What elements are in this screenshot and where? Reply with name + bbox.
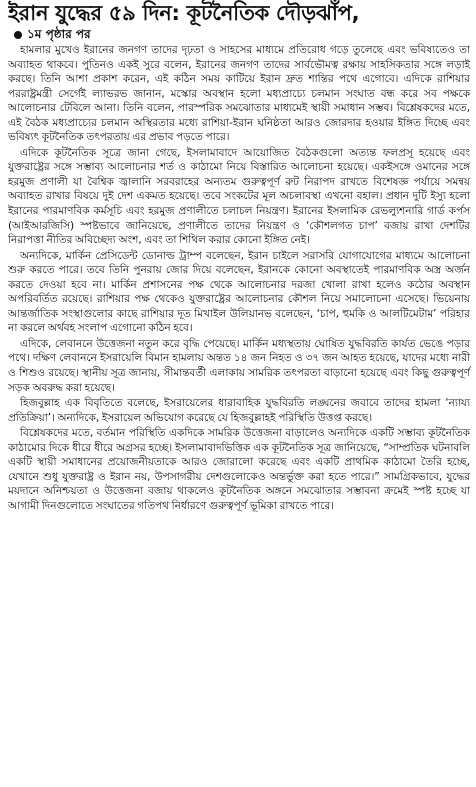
- bullet-icon: [14, 31, 22, 39]
- continued-text: ১ম পৃষ্ঠার পর: [27, 27, 91, 41]
- article-paragraph: হামলার মুখেও ইরানের জনগণ তাদের দৃঢ়তা ও সাহসের মাধ্যমে প্রতিরোধ গড়ে তুলেছে এবং ভবিষ্যতেও তা অব্যাহত থাকবে। পুতিনও একই সুরে বলেন, ইরানের জনগণ তাদের সার্বভৌমত্ব রক্ষায় সাহসিকতার সঙ্গে লড়াই করছে। তিনি আশা প্রকাশ করেন, এই কঠিন সময় কাটিয়ে ইরান দ্রুত শান্তির পথে এগোবে। এদিকে রাশিয়ার পররাষ্ট্রমন্ত্রী সের্গেই ল্যাভরভ জানান, মস্কোর অবস্থান হলো মধ্যপ্রাচ্যে চলমান সংঘাত বন্ধ করে সব পক্ষকে আলোচনার টেবিলে আনা। তিনি বলেন, পারস্পরিক সমঝোতার মাধ্যমেই স্থায়ী সমাধান সম্ভব। বিশ্লেষকদের মতে, এই বৈঠক মধ্যপ্রাচ্যের চলমান অস্থিরতার মধ্যে রাশিয়া-ইরান ঘনিষ্ঠতা আরও জোরদার হওয়ার ইঙ্গিত দিচ্ছে এবং ভবিষ্যৎ কূটনৈতিক তৎপরতায় এর প্রভাব পড়তে পারে।: [8, 44, 470, 144]
- article-paragraph: এদিকে কূটনৈতিক সূত্রে জানা গেছে, ইসলামাবাদে আয়োজিত বৈঠকগুলো অত্যন্ত ফলপ্রসূ হয়েছে এবং যুক্তরাষ্ট্রের সঙ্গে সম্ভাব্য আলোচনার শর্ত ও কাঠামো নিয়ে বিস্তারিত আলোচনা হয়েছে। একইসঙ্গে ওমানের সঙ্গে হরমুজ প্রণালী যা বৈশ্বিক জ্বালানি সরবরাহের অন্যতম গুরুত্বপূর্ণ রুট নিরাপদ রাখতে বিশেষজ্ঞ পর্যায়ে সমন্বয় অব্যাহত রাখার বিষয়ে দুই দেশ একমত হয়েছে। তবে সংকটের মূল অচলাবস্থা এখনো বহাল। প্রধান দুটি ইস্যু হলো ইরানের পারমাণবিক কর্মসূচি এবং হরমুজ প্রণালীতে চলাচল নিয়ন্ত্রণ। ইরানের ইসলামিক রেভল্যুশনারি গার্ড কর্পস (আইআরজিসি) স্পষ্টভাবে জানিয়েছে, প্রণালীতে তাদের নিয়ন্ত্রণ ও ‘কৌশলগত চাপ’ বজায় রাখা দেশটির নিরাপত্তা নীতির অবিচ্ছেদ্য অংশ, এবং তা শিথিল করার কোনো ইঙ্গিত নেই।: [8, 146, 470, 247]
- article-paragraph: বিশ্লেষকদের মতে, বর্তমান পরিস্থিতি একদিকে সামরিক উত্তেজনা বাড়ালেও অন্যদিকে একটি সম্ভাব্য কূটনৈতিক কাঠামোর দিকে ধীরে ধীরে অগ্রসর হচ্ছে। ইসলামাবাদভিত্তিক এক কূটনৈতিক সূত্র জানিয়েছে, “সাম্প্রতিক ঘটনাবলি একটি স্থায়ী সমাধানের প্রয়োজনীয়তাকে আরও জোরালো করেছে এবং একটি প্রাথমিক কাঠামো তৈরি হচ্ছে, যেখানে শুধু যুক্তরাষ্ট্র ও ইরান নয়, উপসাগরীয় দেশগুলোকেও অন্তর্ভুক্ত করা হতে পারে।” সামগ্রিকভাবে, যুদ্ধের ময়দানে অনিশ্চয়তা ও উত্তেজনা বজায় থাকলেও কূটনৈতিক অঙ্গনে সমঝোতার সম্ভাবনা ক্রমেই স্পষ্ট হচ্ছে যা আগামী দিনগুলোতে সংঘাতের গতিপথ নির্ধারণে গুরুত্বপূর্ণ ভূমিকা রাখতে পারে।: [8, 427, 470, 512]
- article-paragraph: অন্যদিকে, মার্কিন প্রেসিডেন্ট ডোনাল্ড ট্রাম্প বলেছেন, ইরান চাইলে সরাসরি যোগাযোগের মাধ্যমে আলোচনা শুরু করতে পারে। তবে তিনি পুনরায় জোর দিয়ে বলেছেন, ইরানকে কোনো অবস্থাতেই পারমাণবিক অস্ত্র অর্জন করতে দেওয়া হবে না। মার্কিন প্রশাসনের পক্ষ থেকে আলোচনার দরজা খোলা রাখা হলেও কঠোর অবস্থান অপরিবর্তিত রয়েছে। রাশিয়ার পক্ষ থেকেও যুক্তরাষ্ট্রের আলোচনার কৌশল নিয়ে সমালোচনা এসেছে। ভিয়েনায় আন্তর্জাতিক সংস্থাগুলোর কাছে রাশিয়ার দূত মিখাইল উলিয়ানভ বলেছেন, ‘চাপ, হুমকি ও আলটিমেটাম’ পরিহার না করলে অর্থবহ সংলাপ এগোনো কঠিন হবে।: [8, 249, 470, 335]
- article-paragraph: এদিকে, লেবাননে উত্তেজনা নতুন করে বৃদ্ধি পেয়েছে। মার্কিন মধ্যস্থতায় ঘোষিত যুদ্ধবিরতি কার্যত ভেঙে পড়ার পথে। দক্ষিণ লেবাননে ইসরায়েলি বিমান হামলায় অন্তত ১৪ জন নিহত ও ৩৭ জন আহত হয়েছে, যাদের মধ্যে নারী ও শিশুও রয়েছে। স্থানীয় সূত্র জানায়, সীমান্তবর্তী এলাকায় সামরিক তৎপরতা বাড়ানো হয়েছে এবং কিছু গুরুত্বপূর্ণ সড়ক অবরুদ্ধ করা হয়েছে।: [8, 337, 470, 394]
- continued-from-label: [14, 27, 470, 42]
- article-paragraph: হিজবুল্লাহ এক বিবৃতিতে বলেছে, ইসরায়েলের ধারাবাহিক যুদ্ধবিরতি লঙ্ঘনের জবাবে তাদের হামলা ‘ন্যায্য প্রতিক্রিয়া’। অন্যদিকে, ইসরায়েল অভিযোগ করেছে যে হিজবুল্লাহই পরিস্থিতি উত্তপ্ত করছে।: [8, 397, 470, 424]
- article-headline: ইরান যুদ্ধের ৫৯ দিন: কূটনৈতিক দৌড়ঝাঁপ,: [8, 1, 360, 25]
